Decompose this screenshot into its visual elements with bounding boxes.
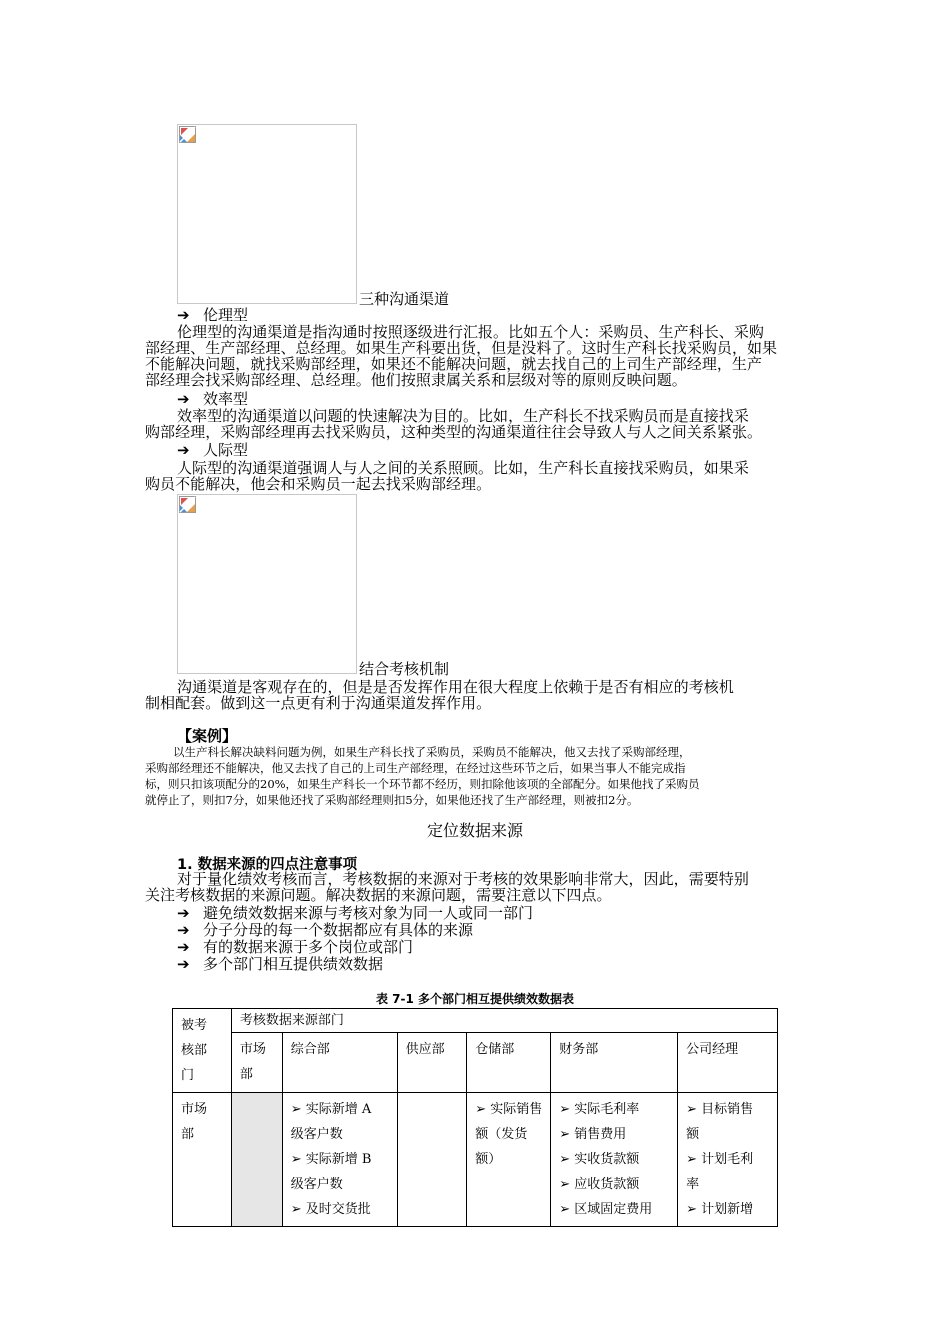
broken-image-icon — [179, 126, 196, 143]
cell-text: ➢ 目标销售 — [686, 1102, 754, 1117]
paragraph-lunli — [145, 324, 777, 388]
header-cell-general: 综合部 — [282, 1033, 397, 1093]
arrow-right-icon: ➔ — [177, 938, 190, 956]
header-cell-finance: 财务部 — [551, 1033, 678, 1093]
text-line: 不能解决问题，就找采购部经理，如果还不能解决问题，就去找自己的上司生产部经理，生产 — [145, 355, 763, 373]
header-cell-manager: 公司经理 — [678, 1033, 778, 1093]
heading-renji — [177, 442, 248, 459]
cell-finance — [551, 1093, 678, 1227]
arrow-right-icon: ➔ — [177, 904, 190, 922]
text-line: 购员不能解决，他会和采购员一起去找采购部经理。 — [145, 475, 492, 493]
cell-text: 市场 — [181, 1102, 208, 1117]
data-source-table — [172, 1008, 778, 1227]
cell-text: 额 — [686, 1127, 700, 1142]
header-cell-supply: 供应部 — [397, 1033, 467, 1093]
cell-market-self — [231, 1093, 282, 1227]
text-line: 制相配套。做到这一点更有利于沟通渠道发挥作用。 — [145, 694, 492, 712]
arrow-right-icon: ➔ — [177, 441, 190, 459]
cell-text: ➢ 计划毛利 — [686, 1152, 754, 1167]
paragraph-xiaolv — [145, 408, 762, 440]
cell-text: 核部 — [181, 1043, 208, 1058]
cell-text: 级客户数 — [290, 1177, 343, 1192]
header-cell-assessed-dept — [173, 1009, 232, 1093]
arrow-right-icon: ➔ — [177, 921, 190, 939]
list-item — [177, 922, 533, 939]
case-title: 【案例】 — [177, 727, 238, 745]
list-item — [177, 939, 533, 956]
heading-renji-label: 人际型 — [203, 441, 249, 459]
case-paragraph — [145, 744, 700, 808]
cell-text: ➢ 应收货款额 — [559, 1177, 640, 1192]
cell-text: 额（发货 — [475, 1127, 528, 1142]
header-cell-source-group: 考核数据来源部门 — [231, 1009, 777, 1033]
cell-text: ➢ 实际毛利率 — [559, 1102, 640, 1117]
paragraph-kaohe — [145, 679, 734, 711]
cell-text: ➢ 销售费用 — [559, 1127, 627, 1142]
bullet-list — [177, 905, 533, 973]
cell-storage — [467, 1093, 551, 1227]
list-item-label: 避免绩效数据来源与考核对象为同一人或同一部门 — [203, 904, 534, 922]
text-line: 就停止了，则扣7分，如果他还找了采购部经理则扣5分，如果他还找了生产部经理，则被扣2分。 — [145, 793, 639, 807]
cell-text: 部 — [239, 1067, 253, 1083]
header-cell-market — [231, 1033, 282, 1093]
heading-xiaolv — [177, 391, 248, 408]
cell-text: ➢ 区域固定费用 — [559, 1202, 653, 1217]
cell-text: 级客户数 — [290, 1127, 343, 1142]
list-item-label: 多个部门相互提供绩效数据 — [203, 955, 384, 973]
cell-text: 市场 — [239, 1042, 266, 1058]
list-item — [177, 956, 533, 973]
text-line: 采购部经理还不能解决，他又去找了自己的上司生产部经理，在经过这些环节之后，如果当事人不能完成指 — [145, 761, 686, 775]
cell-text: 率 — [686, 1177, 700, 1192]
cell-text: 门 — [181, 1068, 195, 1083]
image-caption-1: 三种沟通渠道 — [359, 290, 450, 308]
table-title: 表 7-1 多个部门相互提供绩效数据表 — [375, 992, 575, 1006]
heading-xiaolv-label: 效率型 — [203, 390, 249, 408]
cell-text: 部 — [181, 1127, 195, 1142]
cell-supply — [397, 1093, 467, 1227]
arrow-right-icon: ➔ — [177, 955, 190, 973]
cell-text: ➢ 实际销售 — [475, 1102, 543, 1117]
image-placeholder-assessment-mechanism — [177, 494, 357, 674]
cell-text: ➢ 计划新增 — [686, 1202, 754, 1217]
sub-title: 1. 数据来源的四点注意事项 — [177, 857, 358, 873]
table-row — [173, 1093, 778, 1227]
text-line: 部经理会找采购部经理、总经理。他们按照隶属关系和层级对等的原则反映问题。 — [145, 371, 687, 389]
list-item-label: 分子分母的每一个数据都应有具体的来源 — [203, 921, 474, 939]
arrow-right-icon: ➔ — [177, 390, 190, 408]
text-line: 对于量化绩效考核而言，考核数据的来源对于考核的效果影响非常大，因此，需要特别 — [177, 870, 749, 888]
cell-manager — [678, 1093, 778, 1227]
cell-general — [282, 1093, 397, 1227]
table-subheader-row — [173, 1033, 778, 1093]
paragraph-renji — [145, 460, 749, 492]
cell-text: ➢ 及时交货批 — [290, 1202, 371, 1217]
text-line: 购部经理，采购部经理再去找采购员，这种类型的沟通渠道往往会导致人与人之间关系紧张。 — [145, 423, 763, 441]
heading-lunli — [177, 307, 248, 324]
paragraph-data-source — [145, 871, 749, 903]
cell-text: 额） — [475, 1152, 502, 1167]
table-header-row — [173, 1009, 778, 1033]
text-line: 以生产科长解决缺料问题为例，如果生产科长找了采购员，采购员不能解决，他又去找了采购部经理， — [173, 745, 691, 759]
broken-image-icon — [179, 496, 196, 513]
image-caption-2: 结合考核机制 — [359, 660, 450, 678]
cell-text: ➢ 实际新增 B — [290, 1152, 372, 1167]
image-placeholder-communication-channels — [177, 124, 357, 304]
text-line: 沟通渠道是客观存在的，但是是否发挥作用在很大程度上依赖于是否有相应的考核机 — [177, 678, 734, 696]
row-label-market — [173, 1093, 232, 1227]
text-line: 效率型的沟通渠道以问题的快速解决为目的。比如，生产科长不找采购员而是直接找采 — [177, 407, 749, 425]
heading-lunli-label: 伦理型 — [203, 306, 249, 324]
list-item — [177, 905, 533, 922]
section-title: 定位数据来源 — [426, 821, 523, 840]
text-line: 标，则只扣该项配分的20%，如果生产科长一个环节都不经历，则扣除他该项的全部配分。如果他找了采购员 — [145, 777, 700, 791]
text-line: 伦理型的沟通渠道是指沟通时按照逐级进行汇报。比如五个人：采购员、生产科长、采购 — [177, 323, 764, 341]
cell-text: ➢ 实收货款额 — [559, 1152, 640, 1167]
text-line: 关注考核数据的来源问题。解决数据的来源问题，需要注意以下四点。 — [145, 886, 612, 904]
header-cell-storage: 仓储部 — [467, 1033, 551, 1093]
arrow-right-icon: ➔ — [177, 306, 190, 324]
cell-text: 被考 — [181, 1018, 208, 1033]
list-item-label: 有的数据来源于多个岗位或部门 — [203, 938, 414, 956]
cell-text: ➢ 实际新增 A — [290, 1102, 372, 1117]
text-line: 部经理、生产部经理、总经理。如果生产科要出货，但是没料了。这时生产科长找采购员，如果 — [145, 339, 778, 357]
text-line: 人际型的沟通渠道强调人与人之间的关系照顾。比如，生产科长直接找采购员，如果采 — [177, 459, 749, 477]
